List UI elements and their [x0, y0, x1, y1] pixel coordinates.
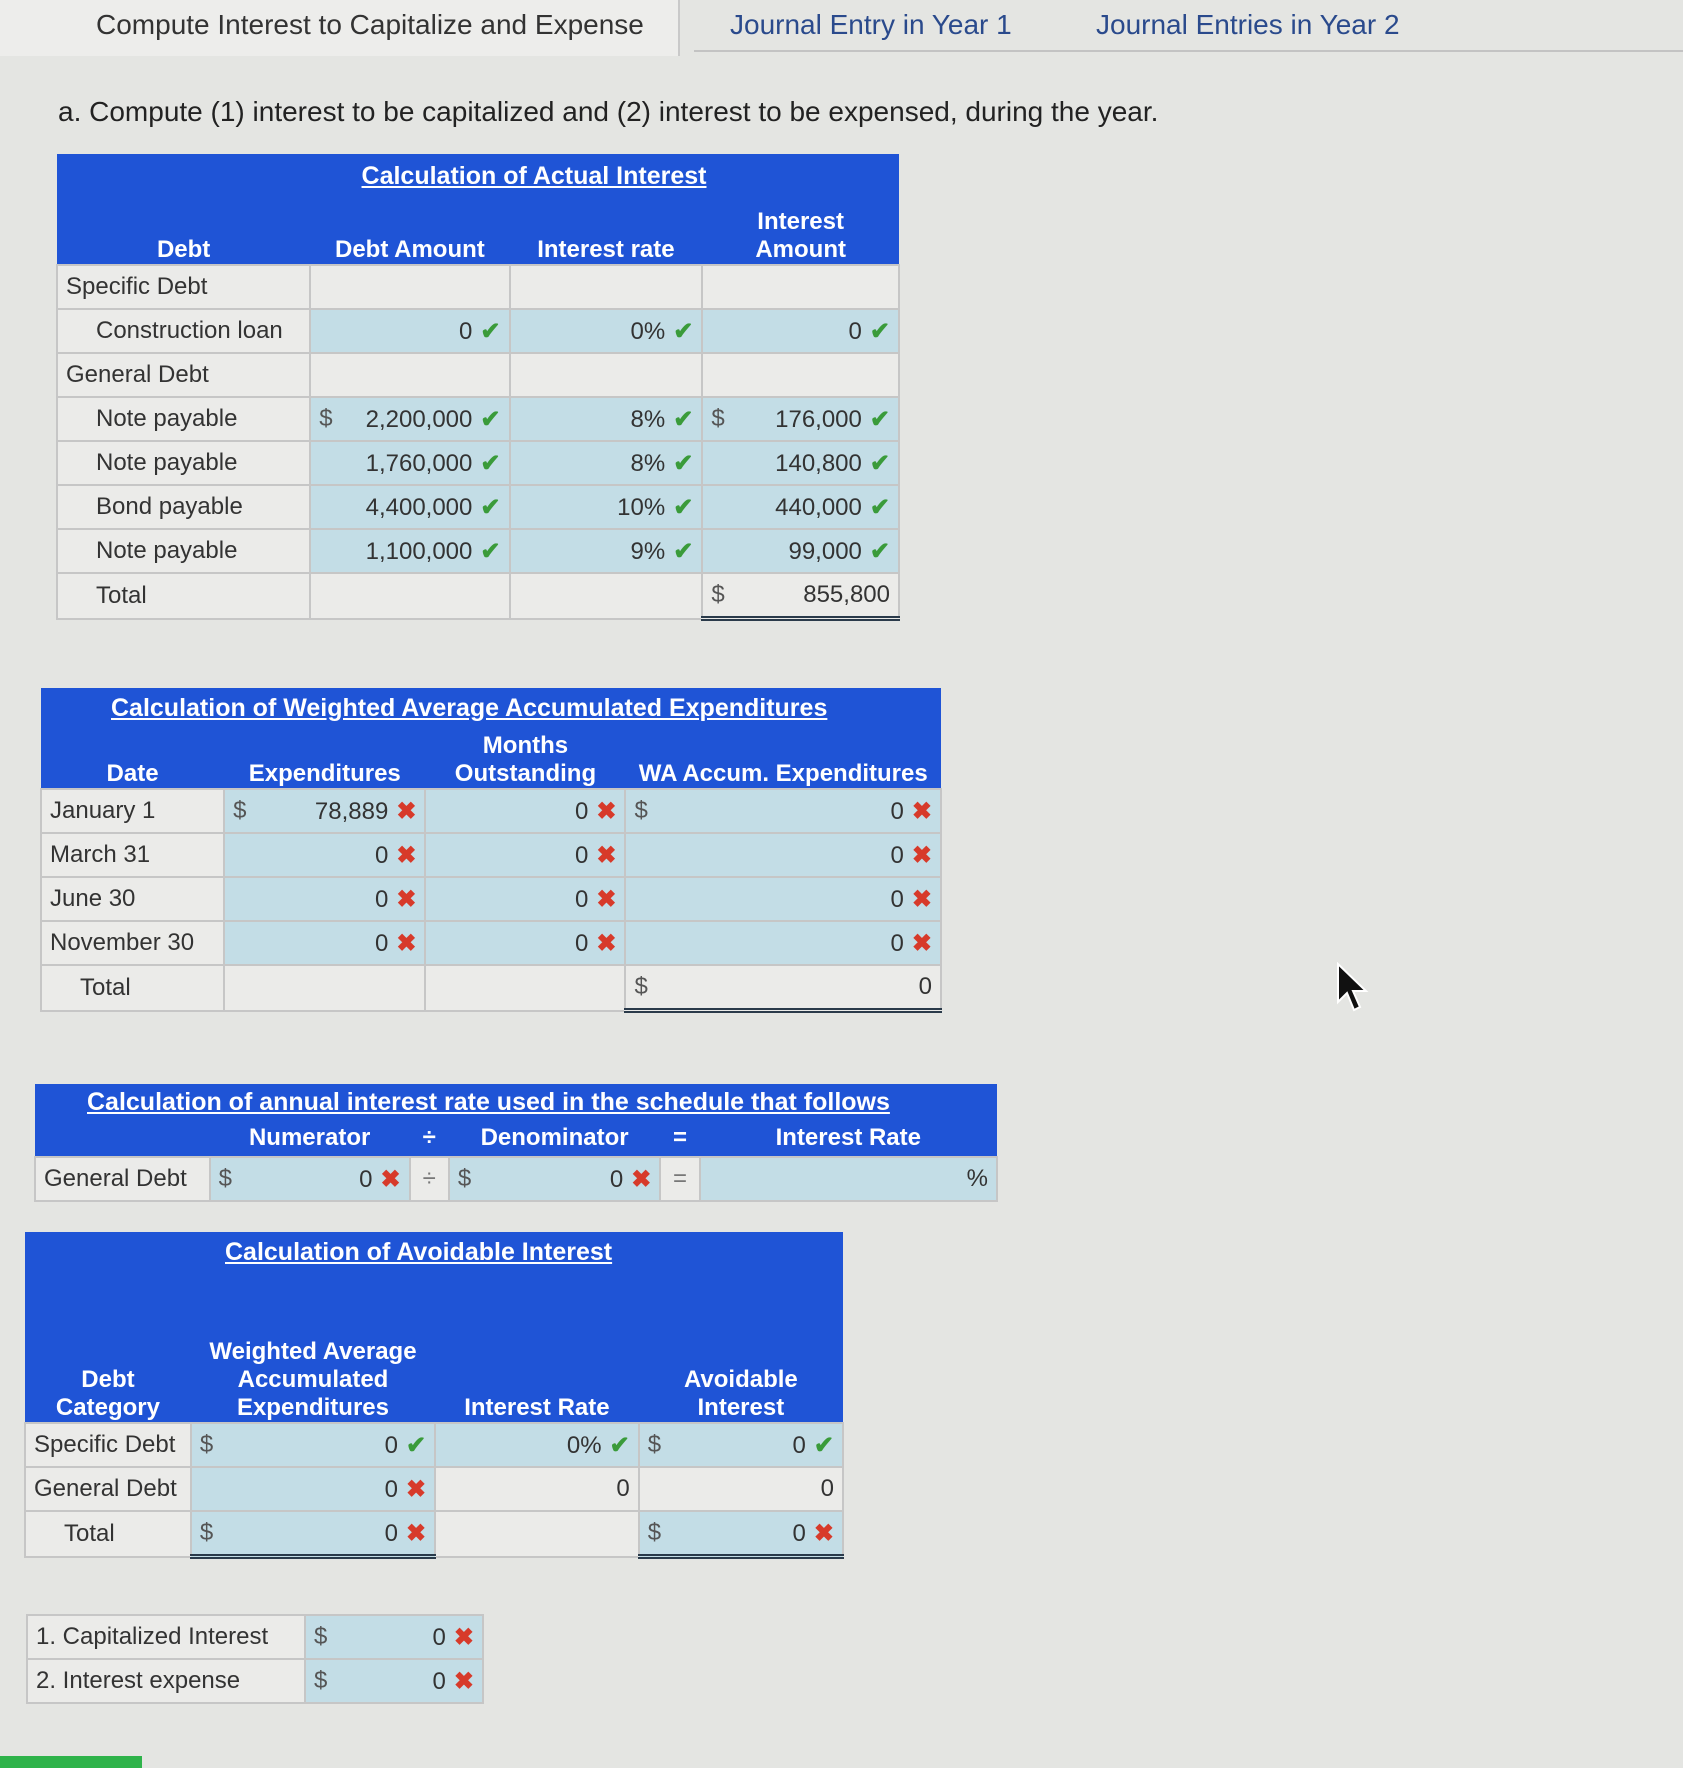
check-icon: ✔ [813, 1431, 834, 1459]
col-date: Date [41, 728, 224, 789]
x-mark-icon: ✖ [396, 885, 417, 913]
table-row: Note payable 1,100,000 ✔ 9% ✔ 99,000 ✔ [57, 529, 899, 573]
mouse-cursor-icon [1336, 962, 1370, 1014]
expenditure-input[interactable]: $ 78,889 ✖ [224, 789, 425, 833]
check-icon: ✔ [480, 493, 501, 521]
tab-journal-entry-year-1[interactable]: Journal Entry in Year 1 [730, 9, 1012, 40]
debt-amount-input[interactable]: 1,100,000 ✔ [310, 529, 509, 573]
x-mark-icon: ✖ [911, 885, 932, 913]
x-mark-icon: ✖ [405, 1475, 427, 1503]
check-icon: ✔ [480, 449, 501, 477]
x-mark-icon: ✖ [911, 929, 932, 957]
check-icon: ✔ [480, 317, 501, 345]
check-icon: ✔ [869, 317, 890, 345]
avoidable-title: Calculation of Avoidable Interest [25, 1232, 843, 1272]
avoidable-interest-table [24, 1232, 844, 1559]
months-input[interactable]: 0 ✖ [425, 921, 625, 965]
col-debt-category: Debt Category [25, 1272, 191, 1423]
avoid-interest-value: 0 [639, 1467, 843, 1511]
col-interest-rate: Interest rate [510, 198, 703, 265]
denominator-input[interactable]: $ 0 ✖ [449, 1157, 660, 1201]
specific-debt-label: Specific Debt [57, 265, 310, 309]
avoid-total-wa[interactable]: $ 0 ✖ [191, 1511, 435, 1557]
check-icon: ✔ [480, 537, 501, 565]
total-label: Total [57, 573, 310, 619]
table-row: Note payable $ 2,200,000 ✔ 8% ✔ $ 176,000 ✔ [57, 397, 899, 441]
table-row [27, 1659, 483, 1703]
check-icon: ✔ [869, 493, 890, 521]
x-mark-icon: ✖ [396, 929, 417, 957]
x-mark-icon: ✖ [911, 841, 932, 869]
col-wa-accumulated: Weighted Average Accumulated Expenditures [191, 1272, 435, 1423]
wa-total: $ 0 [625, 965, 941, 1011]
debt-amount-input[interactable]: 1,760,000 ✔ [310, 441, 509, 485]
table-row: General Debt 0 ✖ 0 0 [25, 1467, 843, 1511]
months-input[interactable]: 0 ✖ [425, 877, 625, 921]
col-interest-rate-result: Interest Rate [700, 1120, 997, 1157]
capitalized-interest-label: 1. Capitalized Interest [27, 1615, 305, 1659]
table-row: January 1 $ 78,889 ✖ 0 ✖ $ 0 ✖ [41, 789, 941, 833]
table-row: March 31 0 ✖ 0 ✖ 0 ✖ [41, 833, 941, 877]
col-debt: Debt [57, 198, 310, 265]
question-text: a. Compute (1) interest to be capitalized and (2) interest to be expensed, during the year. [58, 96, 1159, 127]
debt-amount-input[interactable]: $ 2,200,000 ✔ [310, 397, 509, 441]
col-numerator: Numerator [210, 1120, 410, 1157]
x-mark-icon: ✖ [596, 885, 617, 913]
col-denominator: Denominator [449, 1120, 660, 1157]
col-debt-amount: Debt Amount [310, 198, 509, 265]
capitalized-interest-input[interactable]: $ 0 ✖ [305, 1615, 483, 1659]
debt-amount-input[interactable]: 4,400,000 ✔ [310, 485, 509, 529]
interest-rate-input[interactable]: 8% ✔ [510, 397, 703, 441]
actual-interest-title: Calculation of Actual Interest [57, 154, 899, 198]
interest-amount-input[interactable]: 440,000 ✔ [702, 485, 899, 529]
general-debt-label: General Debt [57, 353, 310, 397]
x-mark-icon: ✖ [453, 1623, 474, 1651]
col-interest-amount: Interest Amount [702, 198, 899, 265]
col-months-outstanding: Months Outstanding [425, 728, 625, 789]
rate-calc-table: Calculation of annual interest rate used in the schedule that follows Numerator ÷ Denominator = Interest Rate General Debt $ 0 ✖ ÷ $ 0 ✖ = % [34, 1084, 998, 1202]
check-icon: ✔ [405, 1431, 427, 1459]
table-row: June 30 0 ✖ 0 ✖ 0 ✖ [41, 877, 941, 921]
col-wa-accum-expenditures: WA Accum. Expenditures [625, 728, 941, 789]
expenditure-input[interactable]: 0 ✖ [224, 877, 425, 921]
table-row: November 30 0 ✖ 0 ✖ 0 ✖ [41, 921, 941, 965]
interest-expense-input[interactable]: $ 0 ✖ [305, 1659, 483, 1703]
x-mark-icon: ✖ [813, 1519, 834, 1547]
tab-journal-entries-year-2[interactable]: Journal Entries in Year 2 [1096, 9, 1400, 40]
table-row: Specific Debt $ 0 ✔ 0% ✔ $ 0 ✔ [25, 1423, 843, 1467]
rate-calc-title: Calculation of annual interest rate used in the schedule that follows [35, 1084, 997, 1120]
x-mark-icon: ✖ [396, 797, 417, 825]
interest-amount-input[interactable]: $ 176,000 ✔ [702, 397, 899, 441]
check-icon: ✔ [673, 449, 694, 477]
col-avoidable-interest: Avoidable Interest [639, 1272, 843, 1423]
actual-interest-table [56, 154, 900, 621]
submit-button-edge[interactable] [0, 1756, 142, 1768]
x-mark-icon: ✖ [405, 1519, 427, 1547]
wa-input[interactable]: 0 ✖ [625, 921, 941, 965]
construction-interest-input[interactable]: 0 ✔ [702, 309, 899, 353]
table-row [27, 1615, 483, 1659]
months-input[interactable]: 0 ✖ [425, 833, 625, 877]
interest-rate-input[interactable]: 10% ✔ [510, 485, 703, 529]
wa-total-label: Total [41, 965, 224, 1011]
tab-divider [694, 50, 1683, 52]
wa-expenditures-table [40, 688, 942, 1013]
expenditure-input[interactable]: 0 ✖ [224, 921, 425, 965]
x-mark-icon: ✖ [453, 1667, 474, 1695]
avoid-total-interest[interactable]: $ 0 ✖ [639, 1511, 843, 1557]
tab-compute-interest[interactable]: Compute Interest to Capitalize and Expense [0, 0, 680, 56]
results-table [26, 1614, 484, 1704]
avoid-rate-input[interactable]: 0% ✔ [435, 1423, 639, 1467]
table-row: Note payable 1,760,000 ✔ 8% ✔ 140,800 ✔ [57, 441, 899, 485]
check-icon: ✔ [673, 537, 694, 565]
construction-rate-input[interactable]: 0% ✔ [510, 309, 703, 353]
interest-rate-input[interactable]: 9% ✔ [510, 529, 703, 573]
check-icon: ✔ [609, 1431, 630, 1459]
x-mark-icon: ✖ [396, 841, 417, 869]
x-mark-icon: ✖ [596, 841, 617, 869]
check-icon: ✔ [869, 449, 890, 477]
equals-symbol: = [660, 1120, 699, 1157]
interest-rate-input[interactable]: 8% ✔ [510, 441, 703, 485]
interest-amount-input[interactable]: 140,800 ✔ [702, 441, 899, 485]
interest-rate-result-input[interactable]: % [700, 1157, 997, 1201]
x-mark-icon: ✖ [631, 1165, 652, 1193]
wa-title: Calculation of Weighted Average Accumulated Expenditures [41, 688, 941, 728]
check-icon: ✔ [869, 537, 890, 565]
table-row: Bond payable 4,400,000 ✔ 10% ✔ 440,000 ✔ [57, 485, 899, 529]
x-mark-icon: ✖ [911, 797, 932, 825]
interest-amount-input[interactable]: 99,000 ✔ [702, 529, 899, 573]
construction-amount-input[interactable]: 0 ✔ [310, 309, 509, 353]
x-mark-icon: ✖ [596, 797, 617, 825]
expenditure-input[interactable]: 0 ✖ [224, 833, 425, 877]
divide-symbol: ÷ [410, 1120, 449, 1157]
x-mark-icon: ✖ [596, 929, 617, 957]
interest-expense-label: 2. Interest expense [27, 1659, 305, 1703]
tab-bar [0, 0, 1683, 60]
check-icon: ✔ [673, 493, 694, 521]
avoid-wa-input[interactable]: $ 0 ✔ [191, 1423, 435, 1467]
months-input[interactable]: 0 ✖ [425, 789, 625, 833]
col-avoid-rate: Interest Rate [435, 1272, 639, 1423]
avoid-total-label: Total [25, 1511, 191, 1557]
check-icon: ✔ [673, 317, 694, 345]
wa-input[interactable]: 0 ✖ [625, 833, 941, 877]
wa-input[interactable]: 0 ✖ [625, 877, 941, 921]
check-icon: ✔ [869, 405, 890, 433]
wa-input[interactable]: $ 0 ✖ [625, 789, 941, 833]
total-interest-amount: $ 855,800 [702, 573, 899, 619]
numerator-input[interactable]: $ 0 ✖ [210, 1157, 410, 1201]
check-icon: ✔ [673, 405, 694, 433]
general-debt-rate-label: General Debt [35, 1157, 210, 1201]
avoid-wa-input[interactable]: 0 ✖ [191, 1467, 435, 1511]
x-mark-icon: ✖ [380, 1165, 401, 1193]
col-expenditures: Expenditures [224, 728, 425, 789]
avoid-interest-input[interactable]: $ 0 ✔ [639, 1423, 843, 1467]
check-icon: ✔ [480, 405, 501, 433]
construction-loan-label: Construction loan [57, 309, 310, 353]
avoid-rate-value: 0 [435, 1467, 639, 1511]
